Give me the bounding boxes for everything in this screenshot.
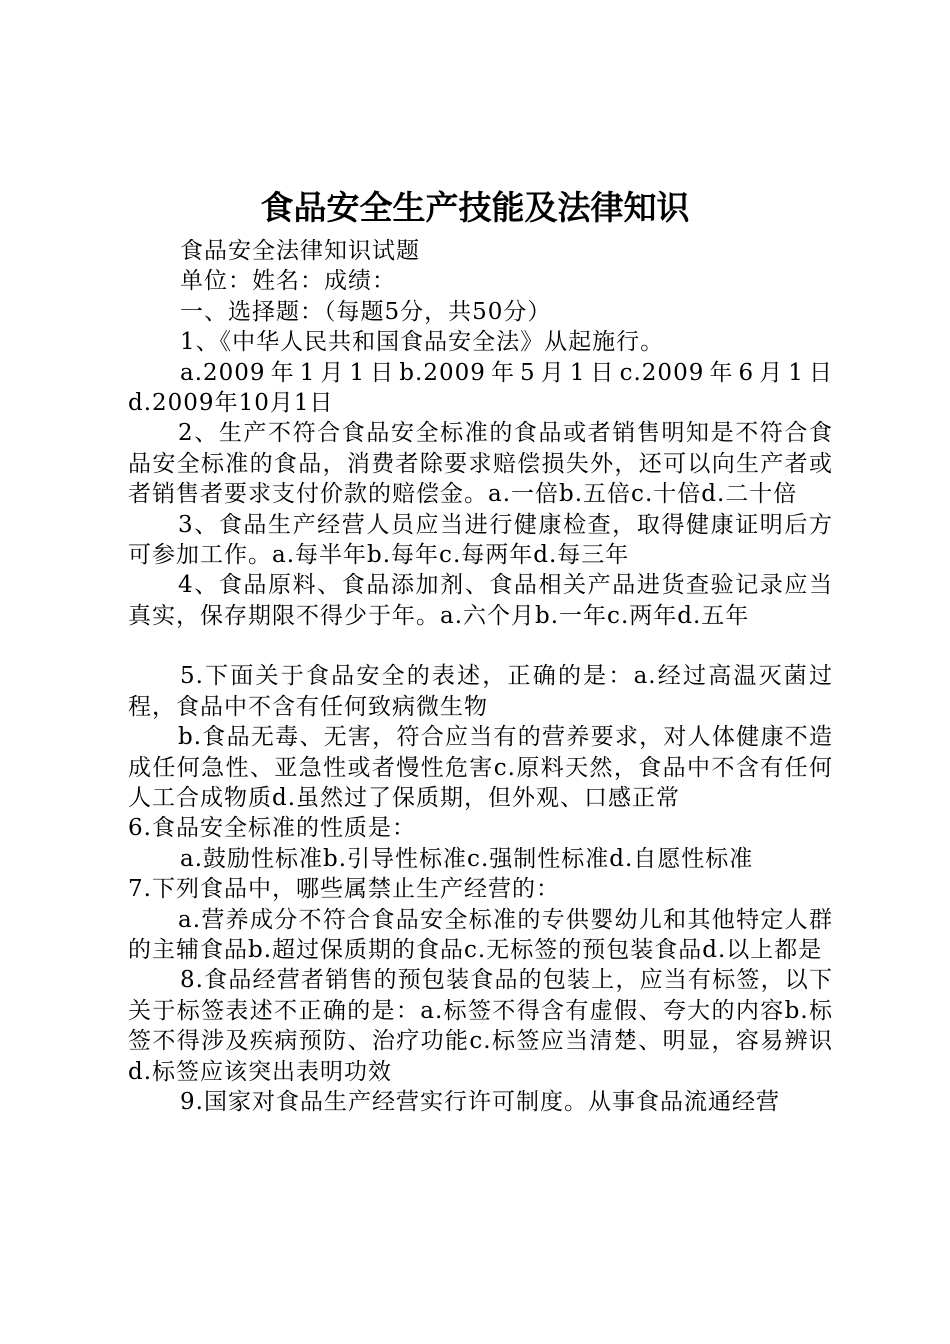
question-4: 4、食品原料、食品添加剂、食品相关产品进货查验记录应当真实，保存期限不得少于年。a.六个月b.一年c.两年d.五年: [128, 572, 833, 629]
question-1-options: a.2009年1月1日b.2009年5月1日c.2009年6月1日d.2009年10月1日: [128, 359, 833, 417]
question-8: 8.食品经营者销售的预包装食品的包装上，应当有标签，以下关于标签表述不正确的是：a.标签不得含有虚假、夸大的内容b.标签不得涉及疾病预防、治疗功能c.标签应当清楚、明显，容易辨识d.标签应该突出表明功效: [128, 967, 833, 1085]
question-6: 6.食品安全标准的性质是：: [128, 815, 416, 842]
quiz-title: 食品安全法律知识试题: [180, 238, 420, 264]
question-7: 7.下列食品中，哪些属禁止生产经营的：: [128, 876, 560, 903]
question-6-options: a.鼓励性标准b.引导性标准c.强制性标准d.自愿性标准: [180, 845, 754, 872]
question-5: 5.下面关于食品安全的表述，正确的是：a.经过高温灭菌过程，食品中不含有任何致病微生物: [128, 663, 833, 720]
header-fields: 单位：姓名：成绩：: [180, 268, 396, 295]
question-1: 1、《中华人民共和国食品安全法》从起施行。: [180, 329, 665, 356]
question-3: 3、食品生产经营人员应当进行健康检查，取得健康证明后方可参加工作。a.每半年b.每年c.每两年d.每三年: [128, 511, 833, 569]
section-heading: 一、选择题：（每题5分，共50分）: [180, 298, 552, 325]
blank-line: [128, 631, 833, 661]
document-body: [128, 236, 833, 1117]
question-9: 9.国家对食品生产经营实行许可制度。从事食品流通经营: [180, 1088, 780, 1115]
document-title: 食品安全生产技能及法律知识: [260, 188, 690, 227]
question-7-options: a.营养成分不符合食品安全标准的专供婴幼儿和其他特定人群的主辅食品b.超过保质期的食品c.无标签的预包装食品d.以上都是: [128, 906, 833, 963]
question-2: 2、生产不符合食品安全标准的食品或者销售明知是不符合食品安全标准的食品，消费者除要求赔偿损失外，还可以向生产者或者销售者要求支付价款的赔偿金。a.一倍b.五倍c.十倍d.二十倍: [128, 420, 833, 508]
question-5-options: b.食品无毒、无害，符合应当有的营养要求，对人体健康不造成任何急性、亚急性或者慢性危害c.原料天然，食品中不含有任何人工合成物质d.虽然过了保质期，但外观、口感正常: [128, 724, 833, 811]
